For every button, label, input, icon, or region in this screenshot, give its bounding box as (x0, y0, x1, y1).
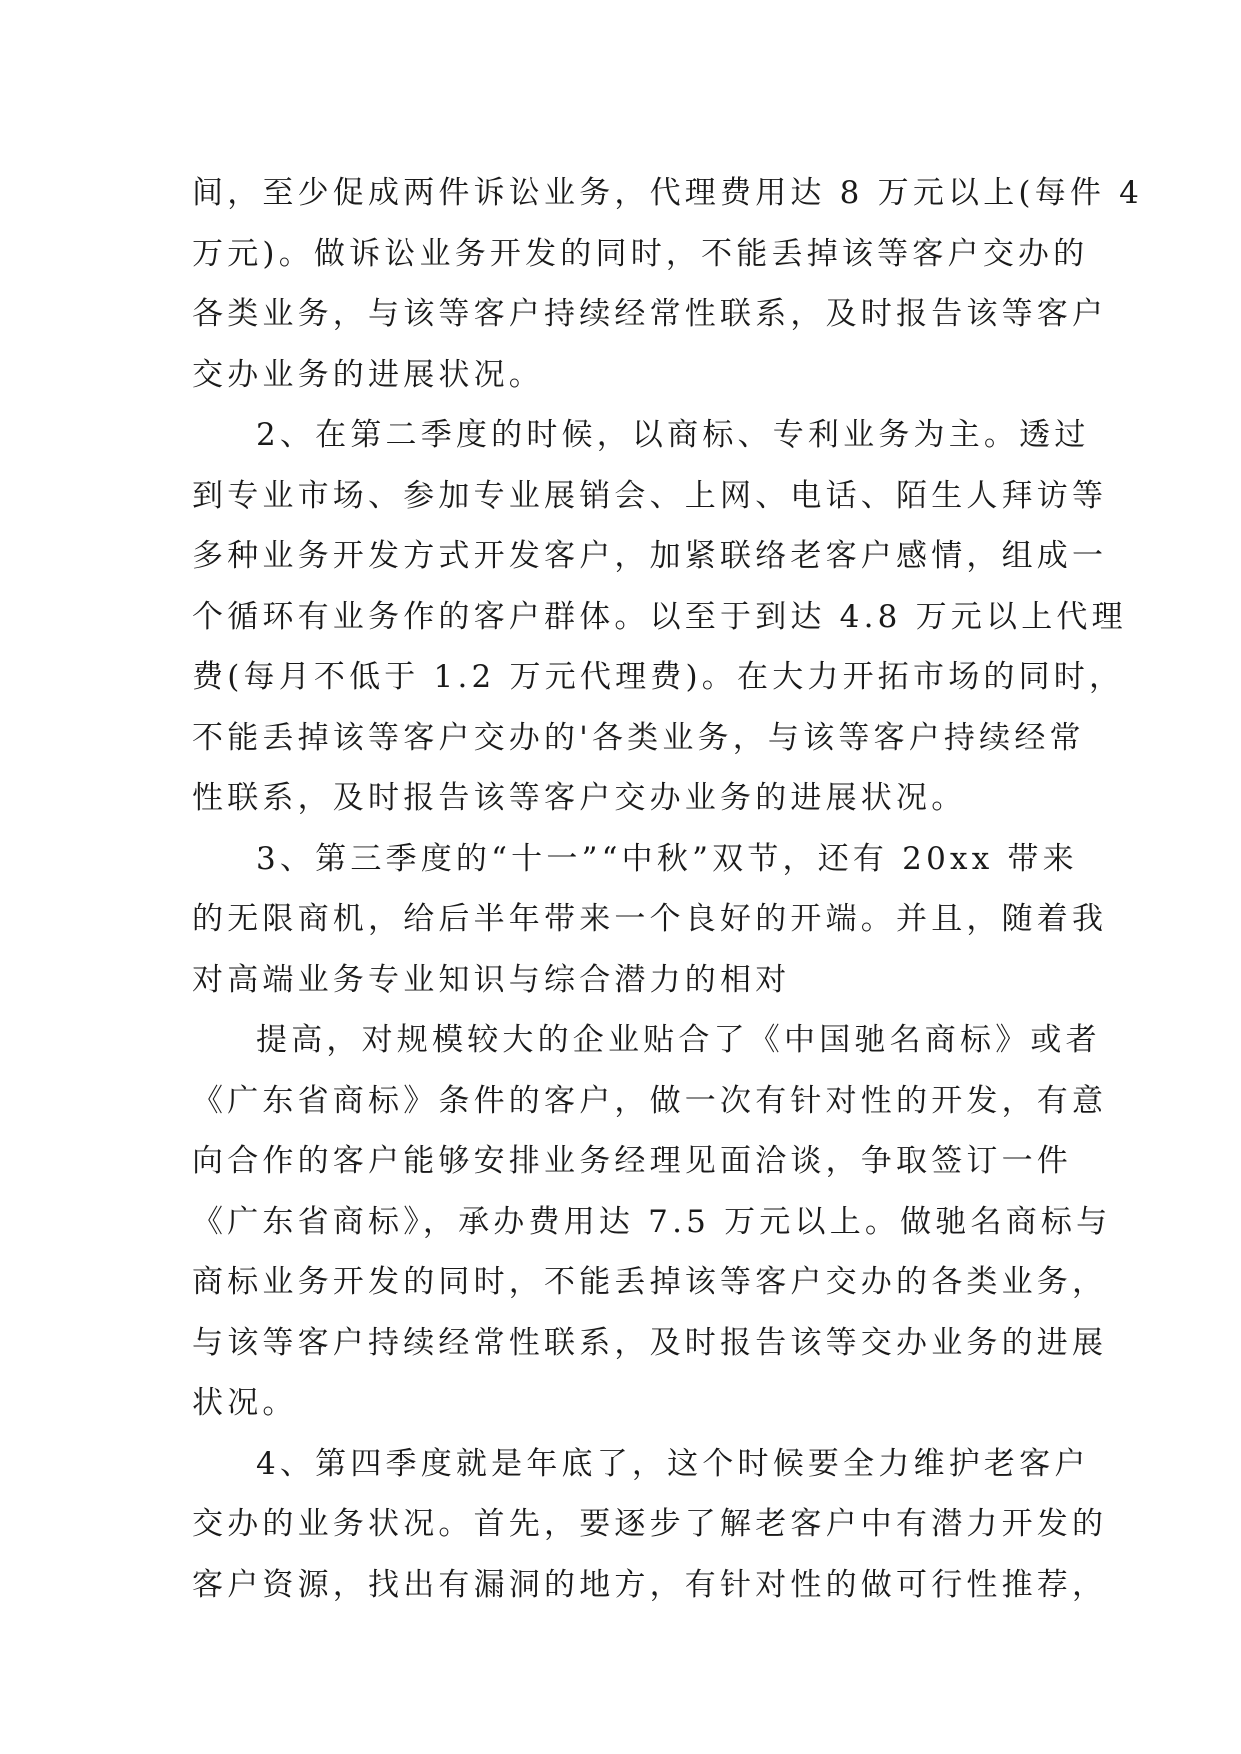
text-line: 2、在第二季度的时候，以商标、专利业务为主。透过 (256, 417, 1090, 453)
text-line: 《广东省商标》条件的客户，做一次有针对性的开发，有意 (192, 1082, 1108, 1119)
text-line: 与该等客户持续经常性联系，及时报告该等交办业务的进展 (192, 1324, 1108, 1361)
text-line: 个循环有业务作的客户群体。以至于到达 4.8 万元以上代理 (192, 598, 1127, 635)
text-line: 万元)。做诉讼业务开发的同时，不能丢掉该等客户交办的 (192, 235, 1089, 272)
text-line: 的无限商机，给后半年带来一个良好的开端。并且，随着我 (192, 901, 1108, 937)
text-line: 性联系，及时报告该等客户交办业务的进展状况。 (192, 780, 967, 816)
text-line: 间，至少促成两件诉讼业务，代理费用达 8 万元以上(每件 4 (192, 175, 1144, 211)
text-line: 客户资源，找出有漏洞的地方，有针对性的做可行性推荐， (192, 1566, 1108, 1603)
text-line: 4、第四季度就是年底了，这个时候要全力维护老客户 (256, 1445, 1090, 1482)
text-line: 不能丢掉该等客户交办的'各类业务，与该等客户持续经常 (192, 719, 1085, 756)
text-line: 各类业务，与该等客户持续经常性联系，及时报告该等客户 (192, 296, 1108, 332)
text-line: 交办业务的进展状况。 (192, 356, 544, 393)
text-line: 对高端业务专业知识与综合潜力的相对 (192, 961, 791, 998)
text-line: 多种业务开发方式开发客户，加紧联络老客户感情，组成一 (192, 538, 1108, 574)
text-line: 费(每月不低于 1.2 万元代理费)。在大力开拓市场的同时， (192, 659, 1125, 695)
text-line: 商标业务开发的同时，不能丢掉该等客户交办的各类业务， (192, 1264, 1108, 1300)
text-line: 到专业市场、参加专业展销会、上网、电话、陌生人拜访等 (192, 477, 1108, 514)
text-line: 交办的业务状况。首先，要逐步了解老客户中有潜力开发的 (192, 1506, 1108, 1542)
text-line: 提高，对规模较大的企业贴合了《中国驰名商标》或者 (256, 1022, 1101, 1058)
text-line: 向合作的客户能够安排业务经理见面洽谈，争取签订一件 (192, 1143, 1072, 1179)
text-line: 《广东省商标》，承办费用达 7.5 万元以上。做驰名商标与 (192, 1203, 1112, 1240)
text-line: 3、第三季度的“十一”“中秋”双节，还有 20xx 带来 (256, 840, 1078, 877)
text-line: 状况。 (192, 1385, 298, 1421)
document-body (192, 163, 1144, 1615)
